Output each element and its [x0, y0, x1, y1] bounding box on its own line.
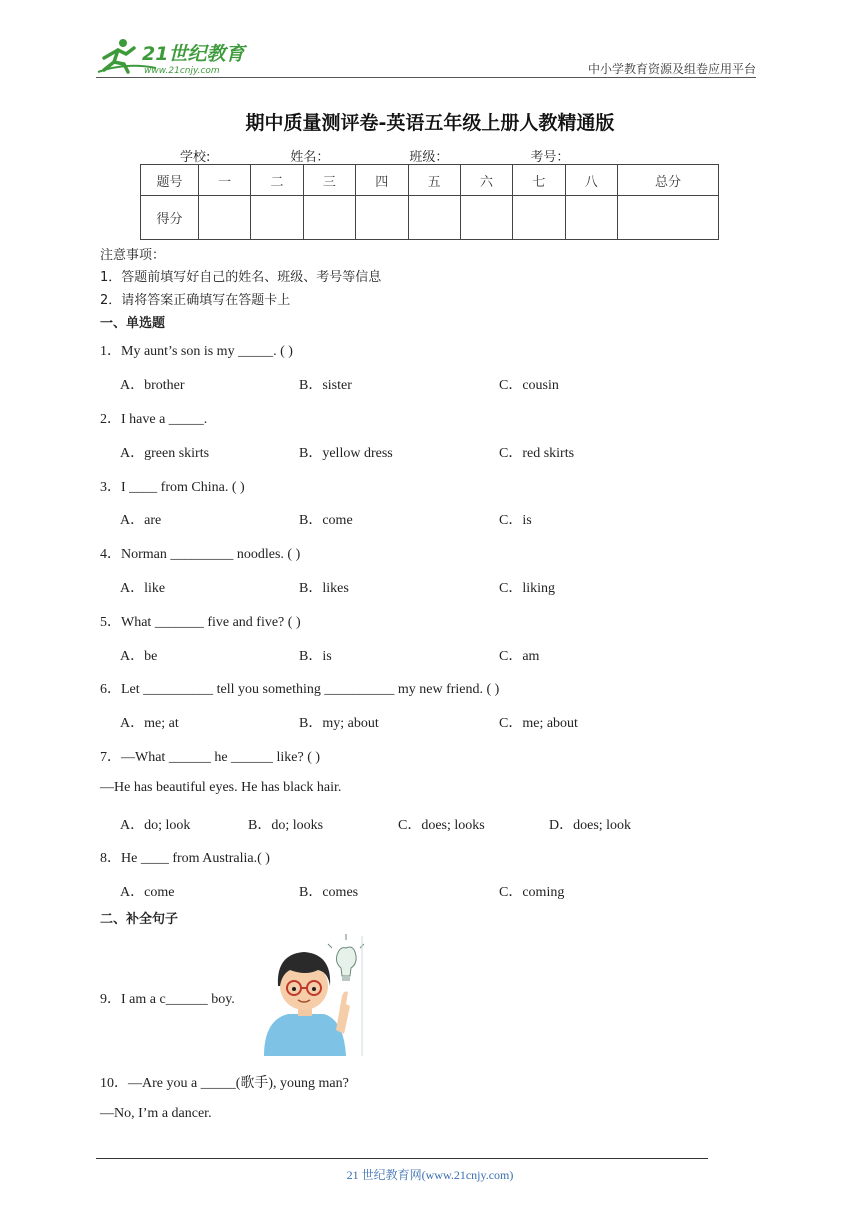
option-a[interactable]: A．be — [120, 649, 158, 664]
option-c[interactable]: C．coming — [499, 885, 565, 900]
question-7: 7．—What ______ he ______ like? ( ) — [100, 750, 321, 765]
class-label: 班级： — [409, 150, 449, 165]
score-cell[interactable] — [251, 196, 303, 240]
option-a[interactable]: A．brother — [120, 378, 185, 393]
question-2: 2．I have a _____. — [100, 412, 208, 427]
page-footer[interactable]: 21 世纪教育网(www.21cnjy.com) — [346, 1168, 514, 1182]
table-cell: 七 — [513, 165, 565, 196]
table-cell: 五 — [408, 165, 460, 196]
question-9: 9．I am a c______ boy. — [100, 992, 235, 1007]
class-blank[interactable] — [448, 151, 530, 165]
name-label: 姓名： — [290, 150, 330, 165]
svg-text:www.21cnjy.com: www.21cnjy.com — [144, 66, 220, 76]
option-a[interactable]: A．come — [120, 885, 175, 900]
option-c[interactable]: C．does; looks — [398, 818, 485, 833]
question-4: 4．Norman _________ noodles. ( ) — [100, 547, 301, 562]
footer-divider — [96, 1158, 708, 1159]
option-b[interactable]: B．my; about — [299, 716, 379, 731]
question-6: 6．Let __________ tell you something __________ my new friend. ( ) — [100, 682, 500, 697]
option-b[interactable]: B．come — [299, 513, 353, 528]
option-c[interactable]: C．is — [499, 513, 532, 528]
question-5: 5．What _______ five and five? ( ) — [100, 615, 301, 630]
header-divider — [96, 77, 756, 78]
name-blank[interactable] — [329, 151, 409, 165]
platform-name: 中小学教育资源及组卷应用平台 — [587, 62, 756, 76]
question-8: 8．He ____ from Australia.( ) — [100, 851, 270, 866]
option-b[interactable]: B．is — [299, 649, 332, 664]
score-cell[interactable] — [618, 196, 719, 240]
note-item: 1．答题前填写好自己的姓名、班级、考号等信息 — [100, 270, 382, 285]
question-1: 1．My aunt’s son is my _____. ( ) — [100, 344, 293, 359]
option-a[interactable]: A．like — [120, 581, 166, 596]
score-table — [140, 164, 719, 240]
page-title: 期中质量测评卷-英语五年级上册人教精通版 — [245, 112, 615, 134]
table-cell: 总分 — [618, 165, 719, 196]
table-cell: 一 — [199, 165, 251, 196]
score-table-header-row — [141, 165, 719, 196]
school-blank[interactable] — [210, 151, 290, 165]
option-c[interactable]: C．cousin — [499, 378, 559, 393]
option-c[interactable]: C．liking — [499, 581, 556, 596]
score-cell[interactable] — [460, 196, 512, 240]
section-heading: 二、补全句子 — [100, 912, 179, 927]
question-3: 3．I ____ from China. ( ) — [100, 480, 245, 495]
score-cell[interactable] — [356, 196, 408, 240]
score-cell[interactable] — [408, 196, 460, 240]
option-b[interactable]: B．comes — [299, 885, 359, 900]
school-label: 学校: — [180, 150, 211, 165]
score-cell[interactable] — [565, 196, 617, 240]
option-b[interactable]: B．sister — [299, 378, 352, 393]
table-cell: 三 — [303, 165, 355, 196]
exam-no-label: 考号： — [530, 150, 570, 165]
table-cell: 题号 — [141, 165, 199, 196]
option-a[interactable]: A．green skirts — [120, 446, 210, 461]
question-10-answer: —No, I’m a dancer. — [100, 1106, 212, 1121]
option-d[interactable]: D．does; look — [549, 818, 632, 833]
score-table-score-row — [141, 196, 719, 240]
table-cell: 四 — [356, 165, 408, 196]
option-b[interactable]: B．yellow dress — [299, 446, 393, 461]
question-10: 10．—Are you a _____(歌手), young man? — [100, 1076, 349, 1091]
table-cell: 六 — [460, 165, 512, 196]
table-cell: 八 — [565, 165, 617, 196]
notes-heading: 注意事项： — [100, 248, 166, 263]
svg-text:21世纪教育: 21世纪教育 — [142, 43, 245, 65]
lightbulb-icon — [328, 934, 364, 981]
option-a[interactable]: A．me; at — [120, 716, 179, 731]
option-a[interactable]: A．are — [120, 513, 162, 528]
question-7-dialogue: —He has beautiful eyes. He has black hair. — [100, 780, 342, 795]
section-heading: 一、单选题 — [100, 316, 166, 331]
option-c[interactable]: C．am — [499, 649, 540, 664]
option-c[interactable]: C．red skirts — [499, 446, 575, 461]
exam-no-blank[interactable] — [569, 151, 653, 165]
option-a[interactable]: A．do; look — [120, 818, 191, 833]
table-cell: 二 — [251, 165, 303, 196]
student-info-line — [180, 146, 653, 165]
boy-with-lightbulb-illustration — [258, 934, 364, 1056]
option-b[interactable]: B．do; looks — [248, 818, 324, 833]
score-cell[interactable] — [513, 196, 565, 240]
score-cell[interactable] — [303, 196, 355, 240]
page-header — [96, 32, 756, 80]
site-logo[interactable] — [96, 36, 266, 76]
table-cell: 得分 — [141, 196, 199, 240]
option-c[interactable]: C．me; about — [499, 716, 578, 731]
note-item: 2．请将答案正确填写在答题卡上 — [100, 293, 291, 308]
score-cell[interactable] — [199, 196, 251, 240]
option-b[interactable]: B．likes — [299, 581, 349, 596]
